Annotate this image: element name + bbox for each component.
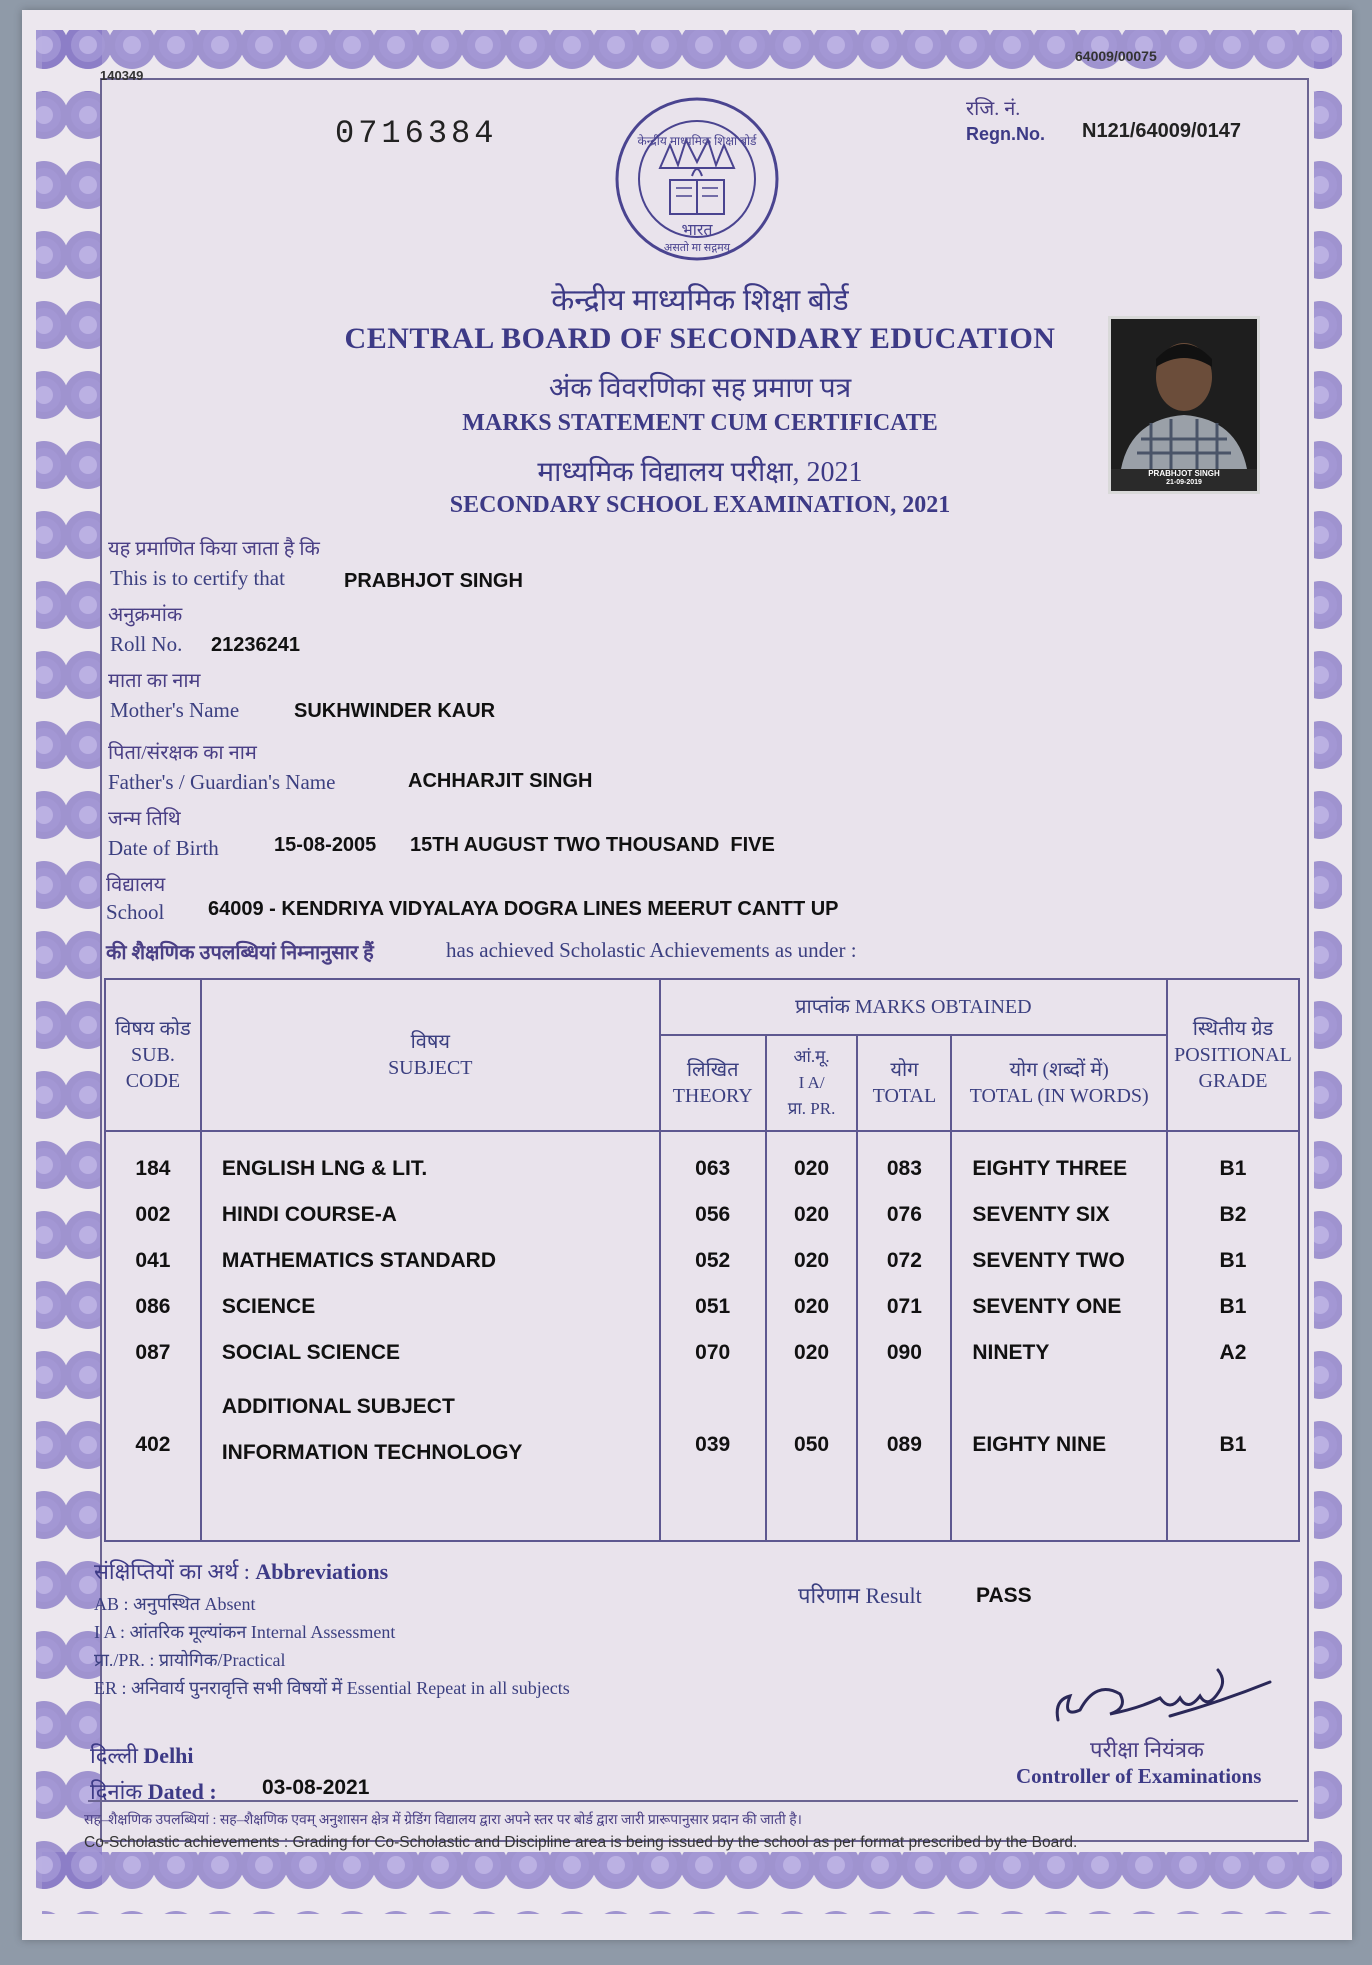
emblem-bottom-text: भारत [681,222,713,239]
date-of-birth: 15-08-2005 [274,834,377,856]
subject-header-hindi: विषय [410,1031,451,1053]
co-scholastic-note-hindi: सह–शैक्षणिक उपलब्धियां : सह–शैक्षणिक एवम् अनुशासन क्षेत्र में ग्रेडिंग विद्यालय द्वारा अपने स्तर पर बोर्ड द्वारा जारी प्रारूपानुसार प्रदान की जाती है। [84,1813,802,1828]
place [90,1740,194,1770]
controller-signature-icon [1050,1660,1280,1740]
table-row-code: 402 [135,1433,171,1456]
theory-header-hindi: लिखित [686,1059,739,1081]
table-row-total-words: EIGHTY THREE [972,1157,1128,1180]
controller-title-hindi: परीक्षा नियंत्रक [1090,1737,1204,1762]
mother-label: Mother's Name [110,698,240,722]
table-row-code: 087 [135,1341,171,1364]
school-label: School [106,900,165,924]
table-row-total-words: SEVENTY SIX [972,1203,1110,1226]
total-words-column [951,1131,1167,1541]
grade-header-hindi: स्थितीय ग्रेड [1192,1018,1274,1040]
table-row-grade: B1 [1219,1249,1247,1272]
roll-label-hindi: अनुक्रमांक [108,604,183,626]
table-row-total: 071 [886,1295,922,1318]
pr-header: प्रा. PR. [787,1099,836,1118]
grade-header-line2: GRADE [1198,1070,1268,1092]
table-row-ia: 020 [794,1157,830,1180]
regn-number: N121/64009/0147 [1082,120,1242,142]
sub-code-header [105,979,201,1131]
abbreviations-title [94,1556,388,1586]
marks-table [104,978,1300,1542]
emblem-ring-text: केन्द्रीय माध्यमिक शिक्षा बोर्ड [637,134,757,148]
mother-name: SUKHWINDER KAUR [294,700,496,722]
sub-code-header-hindi: विषय कोड [115,1018,191,1040]
theory-header [660,1035,766,1131]
dob-label: Date of Birth [108,836,219,860]
regn-label: Regn.No. [966,124,1045,144]
table-row-theory: 056 [695,1203,731,1226]
sub-code-header-line1: SUB. [130,1044,175,1066]
total-words-header-hindi: योग (शब्दों में) [1009,1059,1109,1081]
controller-title: Controller of Examinations [1016,1764,1262,1788]
ia-header-hindi: आं.मू. [793,1047,830,1066]
ia-pr-header [766,1035,858,1131]
board-name: CENTRAL BOARD OF SECONDARY EDUCATION [344,322,1056,355]
table-row-theory: 063 [695,1157,731,1180]
father-label-hindi: पिता/संरक्षक का नाम [108,742,257,764]
total-header-hindi: योग [890,1059,919,1081]
student-portrait-icon [1111,319,1257,469]
co-scholastic-note: Co-Scholastic achievements : Grading for Co-Scholastic and Discipline area is being issued by the school as per format prescribed by the Board. [84,1834,1078,1851]
roll-number: 21236241 [211,634,300,656]
table-row-ia: 020 [794,1249,830,1272]
issue-date: 03-08-2021 [262,1776,370,1799]
table-row-subject: SCIENCE [221,1295,316,1318]
regn-label-hindi: रजि. नं. [966,98,1021,120]
dated-label-hindi: दिनांक [90,1779,143,1804]
ia-header-english: I A/ [798,1073,825,1092]
exam-title: SECONDARY SCHOOL EXAMINATION, 2021 [449,492,951,518]
student-name: PRABHJOT SINGH [344,570,523,592]
student-photo [1108,316,1260,494]
table-row-code: 002 [135,1203,171,1226]
photo-caption-date: 21-09-2019 [1166,479,1202,486]
abbreviation-line: AB : अनुपस्थित Absent [94,1594,256,1614]
abbreviation-line: प्रा./PR. : प्रायोगिक/Practical [94,1650,286,1670]
photo-caption-name: PRABHJOT SINGH [1148,469,1220,478]
table-row-grade: A2 [1219,1341,1247,1364]
place-hindi: दिल्ली [90,1743,138,1768]
table-row-ia: 020 [794,1341,830,1364]
table-row-subject: INFORMATION TECHNOLOGY [221,1441,523,1464]
table-row-total: 076 [886,1203,922,1226]
ia-column [766,1131,858,1541]
table-row-theory: 052 [695,1249,731,1272]
result-label [798,1580,922,1610]
table-row-total: 090 [886,1341,922,1364]
marks-header-hindi: प्राप्तांक [795,996,850,1018]
exam-title-hindi: माध्यमिक विद्यालय परीक्षा, 2021 [537,457,863,488]
table-row-code: 086 [135,1295,171,1318]
abbreviations-title-hindi: संक्षिप्तियों का अर्थ : [94,1559,250,1584]
certify-label-hindi: यह प्रमाणित किया जाता है कि [108,538,320,560]
serial-top-left: 140349 [100,68,144,83]
father-name: ACHHARJIT SINGH [408,770,593,792]
subject-column [201,1131,660,1541]
serial-top-right: 64009/00075 [1075,48,1157,64]
table-row-total: 083 [886,1157,922,1180]
document-title-hindi: अंक विवरणिका सह प्रमाण पत्र [548,373,852,404]
emblem-motto: असतो मा सद्गमय [663,242,731,254]
total-words-header [951,1035,1167,1131]
total-header [857,1035,951,1131]
table-row-code: 184 [135,1157,171,1180]
result-label-hindi: परिणाम [798,1583,860,1608]
table-row-ia: 020 [794,1295,830,1318]
result-value: PASS [976,1584,1032,1607]
total-column [857,1131,951,1541]
grade-header-line1: POSITIONAL [1174,1044,1292,1066]
school-name: 64009 - KENDRIYA VIDYALAYA DOGRA LINES MEERUT CANTT UP [208,898,839,920]
table-row-theory: 070 [695,1341,731,1364]
marks-obtained-header [660,979,1167,1035]
theory-column [660,1131,766,1541]
table-row-grade: B1 [1219,1433,1247,1456]
table-row-ia: 050 [794,1433,830,1456]
abbreviation-line: I A : आंतरिक मूल्यांकन Internal Assessment [94,1622,396,1642]
table-row-total-words: NINETY [972,1341,1050,1364]
school-label-hindi: विद्यालय [106,874,166,896]
table-row-total: 089 [886,1433,922,1456]
achieved-text: has achieved Scholastic Achievements as under : [446,938,857,962]
table-row-grade: B1 [1219,1295,1247,1318]
table-row-grade: B1 [1219,1157,1247,1180]
table-row-subject: SOCIAL SCIENCE [221,1341,400,1364]
footer-divider [88,1800,1298,1802]
table-row-code: 041 [135,1249,171,1272]
table-row-subject: MATHEMATICS STANDARD [221,1249,496,1272]
mother-label-hindi: माता का नाम [108,670,201,692]
result-label-english: Result [865,1583,922,1608]
father-label: Father's / Guardian's Name [108,770,336,794]
table-row-theory: 051 [695,1295,731,1318]
certify-label: This is to certify that [110,566,285,590]
date-of-birth-words: 15TH AUGUST TWO THOUSAND FIVE [410,834,775,856]
achieved-text-hindi: की शैक्षणिक उपलब्धियां निम्नानुसार हैं [106,942,374,964]
certificate-number: 0716384 [335,115,498,152]
table-row-total-words: EIGHTY NINE [972,1433,1107,1456]
table-row-grade: B2 [1219,1203,1247,1226]
roll-label: Roll No. [110,632,183,656]
subject-header [201,979,660,1131]
dob-label-hindi: जन्म तिथि [108,808,181,830]
abbreviation-line: ER : अनिवार्य पुनरावृत्ति सभी विषयों में Essential Repeat in all subjects [94,1678,570,1698]
table-row-total-words: SEVENTY TWO [972,1249,1125,1272]
dated-label-english: Dated : [147,1779,217,1804]
document-title: MARKS STATEMENT CUM CERTIFICATE [462,410,938,436]
table-row-ia: 020 [794,1203,830,1226]
marks-header-english: MARKS OBTAINED [854,996,1032,1018]
theory-header-english: THEORY [672,1085,753,1107]
place-english: Delhi [143,1743,194,1768]
table-row-subject: HINDI COURSE-A [221,1203,397,1226]
sub-code-header-line2: CODE [125,1070,181,1092]
additional-subject-label: ADDITIONAL SUBJECT [221,1395,455,1418]
table-row-total-words: SEVENTY ONE [972,1295,1122,1318]
subject-header-english: SUBJECT [388,1057,473,1079]
grade-header [1167,979,1299,1131]
code-column [105,1131,201,1541]
board-name-hindi: केन्द्रीय माध्यमिक शिक्षा बोर्ड [551,284,849,317]
total-header-english: TOTAL [872,1085,937,1107]
table-row-subject: ENGLISH LNG & LIT. [221,1157,428,1180]
table-row-theory: 039 [695,1433,731,1456]
table-row-total: 072 [886,1249,922,1272]
total-words-header-english: TOTAL (IN WORDS) [969,1085,1149,1107]
grade-column [1167,1131,1299,1541]
abbreviations-title-english: Abbreviations [255,1559,389,1584]
